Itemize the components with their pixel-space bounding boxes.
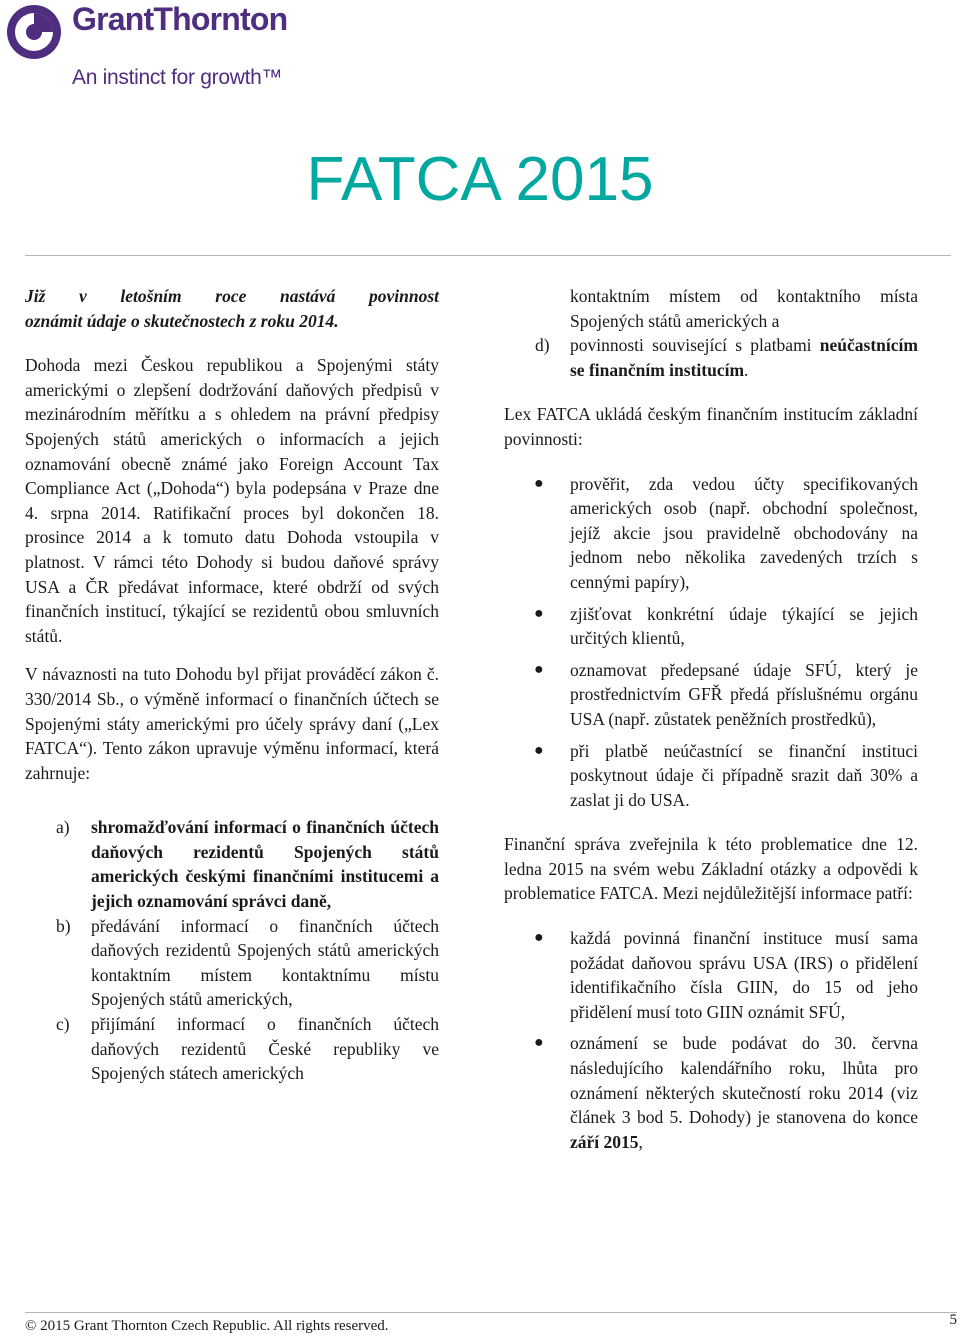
lead-line-2: oznámit údaje o skutečnostech z roku 2014. <box>25 310 339 331</box>
list-item-b <box>25 914 439 1012</box>
list-item-end: . <box>744 359 749 380</box>
list-item-a <box>25 815 439 913</box>
list-item-c-continued: kontaktním místem od kontaktního místa Spojených států amerických a <box>570 286 918 331</box>
list-item-text: přijímání informací o finančních účtech daňových rezidentů České republiky ve Spojených státech amerických <box>91 1014 439 1084</box>
list-item-end: , <box>638 1131 643 1152</box>
list-item <box>504 658 918 732</box>
exchange-scope-list-continued <box>504 333 918 382</box>
title-divider <box>25 255 951 256</box>
list-item-text: shromažďování informací o finančních účtech daňových rezidentů Spojených států amerických českými finančními institucemi a jejich oznamování správci daně, <box>91 817 439 912</box>
list-marker: d) <box>535 335 550 356</box>
list-item <box>504 1031 918 1154</box>
copyright-notice: © 2015 Grant Thornton Czech Republic. All rights reserved. <box>25 1318 389 1334</box>
key-information-list <box>504 926 918 1154</box>
exchange-scope-list <box>25 815 439 1086</box>
bullet-icon: ● <box>534 929 544 947</box>
list-item-d <box>504 333 918 382</box>
bullet-icon: ● <box>534 741 544 759</box>
left-column <box>25 284 439 1086</box>
list-item-text: oznamovat předepsané údaje SFÚ, který je prostřednictvím GFŘ předá příslušnému orgánu USA (např. zůstatek peněžních prostředků), <box>570 659 918 729</box>
brand-name: GrantThornton <box>72 1 288 37</box>
bullet-icon: ● <box>534 660 544 678</box>
list-marker: c) <box>56 1014 70 1035</box>
bullet-icon: ● <box>534 604 544 622</box>
obligations-intro: Lex FATCA ukládá českým finančním institucím základní povinnosti: <box>504 404 918 449</box>
page-footer <box>25 1312 957 1338</box>
list-item <box>504 739 918 813</box>
lead-paragraph <box>25 284 439 333</box>
grant-thornton-logo <box>6 1 336 96</box>
list-marker: a) <box>56 817 70 838</box>
implementing-act-paragraph: V návaznosti na tuto Dohodu byl přijat prováděcí zákon č. 330/2014 Sb., o výměně informací o finančních účtech se Spojenými státy americkými pro účely správy daní („Lex FATCA“). Tento zákon upravuje výměnu informací, která zahrnuje: <box>25 664 439 783</box>
footer-divider <box>25 1312 957 1313</box>
bullet-icon: ● <box>534 474 544 492</box>
list-item-c <box>25 1012 439 1086</box>
list-item-text: povinnosti související s platbami <box>570 335 812 356</box>
page-number: 5 <box>949 1312 957 1328</box>
list-item <box>504 602 918 651</box>
list-item <box>504 926 918 1024</box>
right-column <box>504 284 918 1154</box>
lead-line-1: Již v letošním roce nastává povinnost <box>25 286 439 306</box>
list-item-text: předávání informací o finančních účtech daňových rezidentů Spojených států amerických kontaktním místem kontaktnímu místu Spojených států amerických, <box>91 915 439 1010</box>
list-item-bold-text: neúčastnícím se finančním institucím <box>570 335 918 380</box>
list-item-text: při platbě neúčastnící se finanční instituci poskytnout údaje či případně srazit daň 30% a zaslat ji do USA. <box>570 740 918 810</box>
list-item-text: zjišťovat konkrétní údaje týkající se jejich určitých klientů, <box>570 603 918 649</box>
list-item-text: prověřit, zda vedou účty specifikovaných amerických osob (např. obchodní společnost, jejíž akcie jsou pravidelně obchodovány na jednom nebo několika zavedených trzích s cennými papíry), <box>570 473 918 592</box>
page-title: FATCA 2015 <box>306 145 654 214</box>
brand-tagline: An instinct for growth™ <box>72 66 283 89</box>
obligations-list <box>504 472 918 813</box>
list-item-bold-text: září 2015 <box>570 1131 639 1152</box>
agreement-paragraph: Dohoda mezi Českou republikou a Spojenými státy americkými o zlepšení dodržování daňových předpisů v mezinárodním měřítku a s ohledem na právní předpisy Spojených států amerických o informacích a jejich oznamování obecně známé jako Foreign Account Tax Compliance Act („Dohoda“) byla podepsána v Praze dne 4. srpna 2014. Ratifikační proces byl dokončen 18. prosince 2014 a k tomuto datu Dohoda vstoupila v platnost. V rámci této Dohody si budou daňové správy USA a ČR předávat informace, které obdrží od svých finančních institucí, týkající se rezidentů obou smluvních států. <box>25 355 439 646</box>
bullet-icon: ● <box>534 1034 544 1052</box>
list-item <box>504 472 918 595</box>
list-item-text: oznámení se bude podávat do 30. června následujícího kalendářního roku, lhůta pro oznámení některých skutečností roku 2014 (viz článek 3 bod 5. Dohody) je stanovena do konce <box>570 1033 918 1128</box>
financial-authority-paragraph: Finanční správa zveřejnila k této problematice dne 12. ledna 2015 na svém webu Základní otázky a odpovědi k problematice FATCA. Mezi nejdůležitější informace patří: <box>504 834 918 904</box>
list-marker: b) <box>56 915 71 936</box>
grant-thornton-logo-mark-icon <box>6 4 62 60</box>
list-item-text: každá povinná finanční instituce musí sama požádat daňovou správu USA (IRS) o přidělení identifikačního čísla GIIN, do 15 od jeho přidělení musí toto GIIN oznámit SFÚ, <box>570 928 918 1022</box>
